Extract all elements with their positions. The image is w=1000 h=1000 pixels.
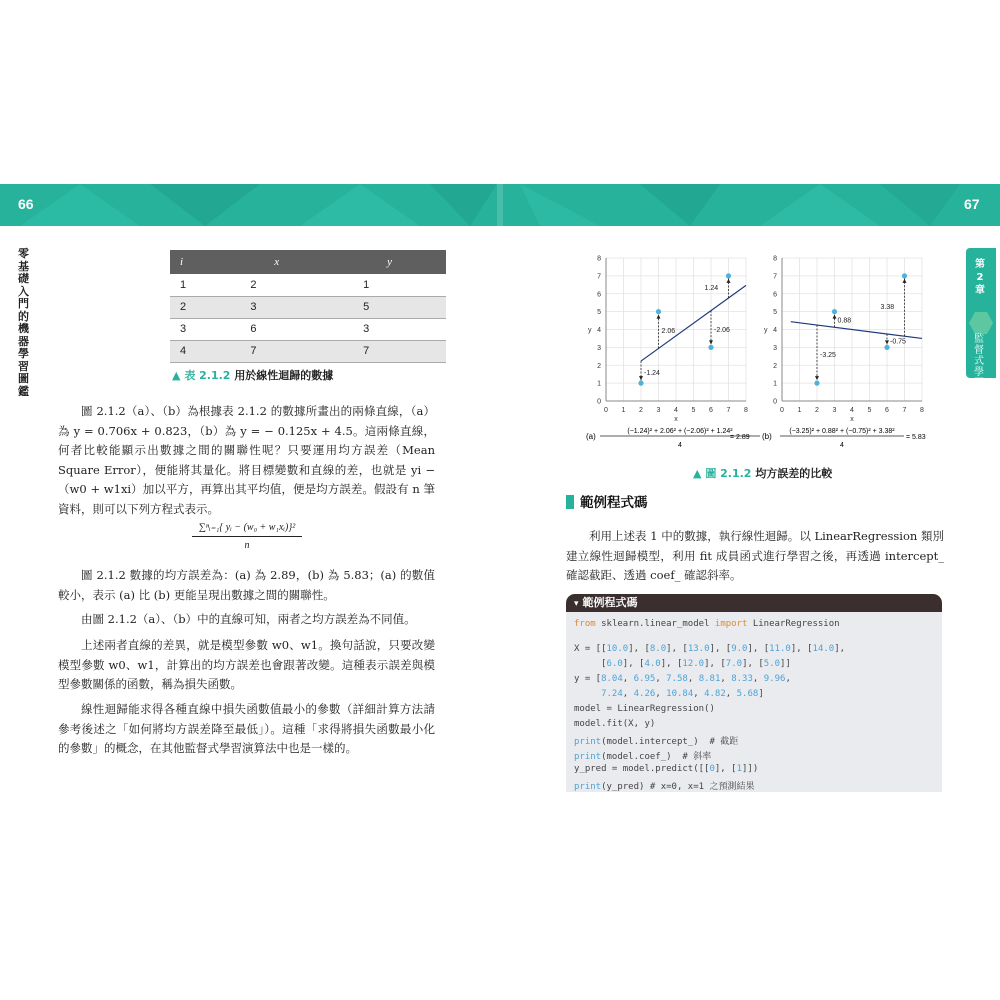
residual-label: -2.06 [714,326,730,334]
caption-triangle-icon: ▲ [172,369,181,382]
table-cell: 6 [220,318,333,340]
paragraph-sample-code-intro: 利用上述表 1 中的數據，執行線性迴歸。以 LinearRegression 類別建立線性迴歸模型，利用 fit 成員函式進行學習之後，再透過 intercept_ 確認截距、透過 coef_ 確認斜率。 [566,529,944,582]
y-tick-label: 4 [597,327,601,334]
code-line: model.fit(X, y) [574,719,656,729]
residual-arrow-icon [903,279,907,283]
table-row [170,318,446,340]
y-axis-label: y [588,327,592,334]
x-tick-label: 0 [780,407,784,414]
paragraph-minimize: 線性迴歸能求得各種直線中損失函數值最小的參數（詳細計算方法請參考後述之「如何將均方誤差降至最低」）。這種「求得將損失函數最小化的參數」的概念，在其他監督式學習演算法中也是一樣的。 [58,702,435,755]
x-tick-label: 2 [815,407,819,414]
code-text: (model.intercept_) # 截距 [601,737,739,747]
residual-arrow-icon [727,279,731,283]
data-point [832,309,837,314]
table-cell: 7 [220,340,333,362]
table-row [170,274,446,296]
code-keyword: import [714,619,748,629]
table-cell: 3 [333,318,446,340]
formula-b-denominator: 4 [840,442,844,449]
paragraph-intro: 圖 2.1.2（a）、（b）為根據表 2.1.2 的數據所畫出的兩條直線，（a）為 y = 0.706x + 0.823，（b）為 y = − 0.125x + 4.5。這兩條直線，何者比較能顯示出數據之間的關聯性呢？只要運用均方誤差（Mean Square Error），便能將其量化。將目標變數和直線的差，也就是 yi −（w0 + w1xi）加以平方，再算出其平均值，便是均方誤差。假設有 n 筆資料，則可以下列方程式表示。 [58,404,435,516]
y-tick-label: 1 [597,380,601,388]
paragraph-different-values: 由圖 2.1.2（a）、（b）中的直線可知，兩者之均方誤差為不同值。 [81,612,416,626]
x-tick-label: 1 [797,407,802,414]
x-tick-label: 1 [621,407,626,414]
code-text: (y_pred) # x=0, x=1 之預測結果 [601,782,755,792]
x-tick-label: 3 [832,407,837,414]
x-tick-label: 4 [850,407,854,414]
x-tick-label: 8 [744,407,748,414]
y-tick-label: 2 [597,362,601,370]
figure-caption [693,465,832,481]
paragraph-loss-function: 上述兩者直線的差異，就是模型參數 w0、w1。換句話說，只要改變模型參數 w0、w1，計算出的均方誤差也會跟著改變。這種表示誤差與模型參數關係的函數，稱為損失函數。 [58,638,435,691]
x-tick-label: 5 [691,407,696,414]
residual-arrow-icon [639,376,643,380]
figure-caption-text: 均方誤差的比較 [755,467,833,480]
code-builtin: print [574,782,602,792]
code-keyword: from [574,619,596,629]
residual-label: -0.75 [890,338,906,346]
y-tick-label: 3 [597,344,601,352]
y-tick-label: 8 [597,255,601,263]
code-box-title: 範例程式碼 [582,596,638,609]
formula-a-result: = 2.89 [730,434,750,441]
table-cell: 1 [333,274,446,296]
section-title: 範例程式碼 [580,495,648,511]
regression-line [791,322,922,339]
residual-arrow-icon [885,340,889,344]
code-module: sklearn.linear_model [595,619,715,629]
data-point [656,309,661,314]
data-point [814,381,819,386]
y-tick-label: 5 [597,309,601,317]
table-caption-number: 表 2.1.2 [184,369,231,382]
residual-arrow-icon [709,340,713,344]
residual-arrow-icon [815,376,819,380]
residual-label: 0.88 [837,317,852,325]
code-line [574,734,738,747]
formula-a-numerator: (−1.24)² + 2.06² + (−2.06)² + 1.24² [627,428,733,435]
x-tick-label: 6 [885,407,889,414]
mse-formulas [584,420,944,452]
x-tick-label: 8 [920,407,924,414]
x-tick-label: 7 [726,407,731,414]
y-tick-label: 7 [773,273,777,281]
formula-b-label: (b) [762,432,772,441]
table-caption-text: 用於線性迴歸的數據 [234,369,334,382]
y-tick-label: 7 [597,273,601,281]
code-box-header [566,594,942,612]
y-tick-label: 0 [773,398,777,406]
y-tick-label: 2 [773,362,777,370]
page-number-right: 67 [964,196,980,212]
x-tick-label: 4 [674,407,678,414]
table-cell: 5 [333,296,446,318]
data-point [708,345,713,350]
residual-label: 3.38 [880,304,895,312]
y-tick-label: 8 [773,255,777,263]
x-axis-label: x [674,416,678,423]
figure-caption-number: 圖 2.1.2 [705,467,752,480]
code-text: (model.coef_) # 斜率 [601,752,712,762]
table-cell: 1 [170,274,220,296]
y-axis-label: y [764,327,768,334]
code-line: 7.24, 4.26, 10.84, 4.82, 5.68] [601,689,764,699]
formula-b-result: = 5.83 [906,434,926,441]
section-heading [566,491,648,511]
table-cell: 4 [170,340,220,362]
table-cell: 2 [170,296,220,318]
x-tick-label: 7 [902,407,907,414]
code-line [574,619,840,629]
table-cell: 3 [220,296,333,318]
chapter-subtitle: 監督式學習 [974,334,984,389]
caret-down-icon: ▾ [574,599,579,609]
code-line: y_pred = model.predict([[0], [1]]) [574,764,759,774]
page-number-left: 66 [18,196,34,212]
formula-a-label: (a) [586,432,596,441]
residual-label: -3.25 [820,352,836,360]
x-tick-label: 3 [656,407,661,414]
table-caption [172,367,333,383]
residual-label: 2.06 [661,328,676,336]
y-tick-label: 3 [773,344,777,352]
code-builtin: print [574,752,602,762]
table-header-i: i [170,250,220,274]
code-line [574,749,711,762]
residual-label: -1.24 [644,370,660,378]
caption-triangle-icon: ▲ [693,467,702,480]
formula-b-numerator: (−3.25)² + 0.88² + (−0.75)² + 3.38² [789,428,895,435]
x-tick-label: 5 [867,407,872,414]
paragraph-mse-values: 圖 2.1.2 數據的均方誤差為：(a) 為 2.89，(b) 為 5.83；(a) 的數值較小，表示 (a) 比 (b) 更能呈現出數據之間的關聯性。 [58,568,435,602]
x-tick-label: 6 [709,407,713,414]
residual-arrow-icon [657,315,661,319]
code-line: X = [[10.0], [8.0], [13.0], [9.0], [11.0], [14.0], [574,644,846,654]
table-header-y: y [333,250,446,274]
x-tick-label: 0 [604,407,608,414]
data-point [638,381,643,386]
y-tick-label: 0 [597,398,601,406]
residual-arrow-icon [833,315,837,319]
section-marker-icon [566,495,574,509]
y-tick-label: 4 [773,327,777,334]
mse-formula [192,522,302,551]
table-row [170,340,446,362]
code-line: y = [8.04, 6.95, 7.58, 8.81, 8.33, 9.96, [574,674,791,684]
y-tick-label: 5 [773,309,777,317]
code-builtin: print [574,737,602,747]
table-cell: 2 [220,274,333,296]
data-point [726,273,731,278]
table-row [170,296,446,318]
page-gutter [497,184,503,226]
chapter-label: 第2章 [975,259,985,296]
x-tick-label: 2 [639,407,643,414]
y-tick-label: 1 [773,380,777,388]
table-cell: 7 [333,340,446,362]
code-line: model = LinearRegression() [574,704,715,714]
code-class: LinearRegression [747,619,840,629]
table-cell: 3 [170,318,220,340]
book-title: 零基礎入門的機器學習圖鑑 [18,247,29,398]
code-line: [6.0], [4.0], [12.0], [7.0], [5.0]] [574,659,791,669]
data-table [170,250,446,363]
table-header-x: x [220,250,333,274]
formula-a-denominator: 4 [678,442,682,449]
chart-b [760,248,935,438]
mse-formula-denominator: n [244,540,250,551]
y-tick-label: 6 [773,291,777,299]
x-axis-label: x [850,416,854,423]
data-point [884,345,889,350]
residual-label: 1.24 [704,284,719,292]
y-tick-label: 6 [597,291,601,299]
mse-formula-numerator: ∑ⁿᵢ₌₁{ yᵢ − (w₀ + w₁xᵢ)}² [192,522,302,537]
chart-a [584,248,754,438]
code-line [574,779,754,792]
data-point [902,273,907,278]
